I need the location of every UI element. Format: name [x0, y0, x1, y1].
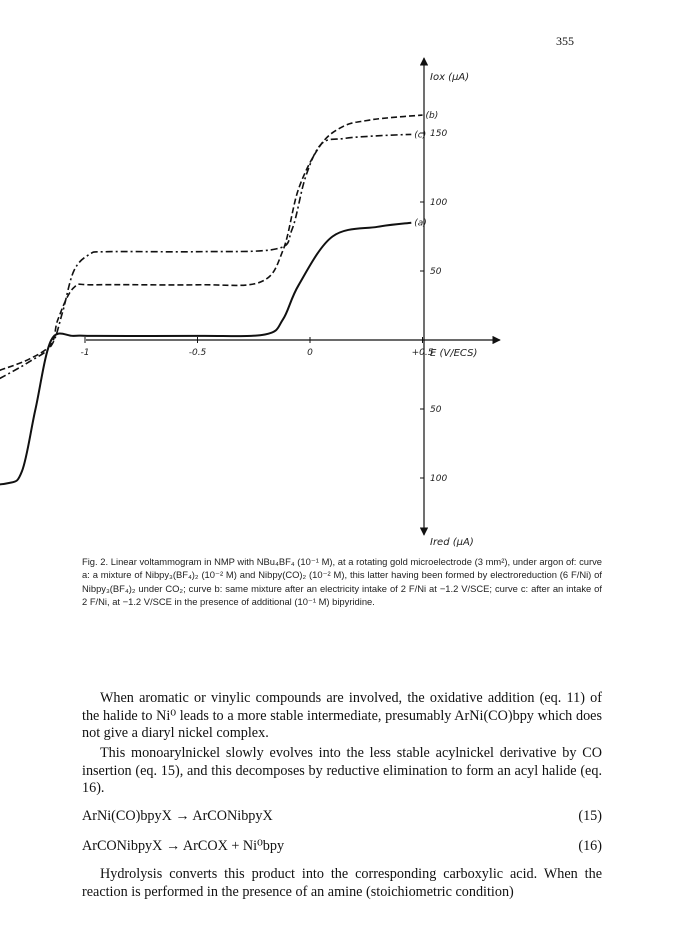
curve-label-b-end: (b): [425, 111, 439, 122]
equation-16-text: ArCONibpyX → ArCOX + Ni⁰bpy: [82, 838, 285, 854]
y-axis-label-bottom: Ired (µA): [430, 537, 474, 548]
y-tick-label: 50: [430, 267, 442, 277]
y-tick-label: 50: [430, 405, 442, 415]
curve-b: [0, 115, 423, 370]
equation-15: [82, 808, 602, 825]
curve-c: [0, 134, 411, 378]
x-tick-label: 0: [307, 348, 313, 358]
equation-16-number: (16): [578, 838, 602, 854]
y-tick-label: 100: [430, 474, 448, 484]
figure-caption: Fig. 2. Linear voltammogram in NMP with NBu₄BF₄ (10⁻¹ M), at a rotating gold microelectrode (3 mm²), under argon of: curve a: a mixture of Nibpy₃(BF₄)₂ (10⁻² M) and Nibpy(CO)₂ (10⁻² M), this latter having been formed by electroreduction (6 F/Ni) of Nibpy₃(BF₄)₂ under CO₂; curve b: same mixture after an electricity intake of 2 F/Ni at −1.2 V/SCE; curve c: after an intake of 2 F/Ni, at −1.2 V/SCE in the presence of additional (10⁻¹ M) bipyridine.: [82, 556, 602, 608]
y-axis-label-top: Iox (µA): [430, 72, 470, 83]
equation-15-number: (15): [578, 808, 602, 824]
curve-label-a-end: (a): [414, 218, 427, 229]
y-tick-label: 150: [430, 129, 448, 139]
y-tick-label: 100: [430, 198, 448, 208]
paragraph-2: This monoarylnickel slowly evolves into the less stable acylnickel derivative by CO insertion (eq. 15), and this decomposes by reductive elimination to form an acyl halide (eq. 16).: [82, 745, 602, 797]
x-tick-label: -0.5: [188, 348, 207, 358]
x-tick-label: -1: [80, 348, 90, 358]
equation-16: [82, 838, 602, 855]
curve-label-c-end: (c): [414, 130, 427, 141]
x-tick-label: +0.5: [411, 348, 434, 358]
paragraph-1: When aromatic or vinylic compounds are involved, the oxidative addition (eq. 11) of the halide to Ni⁰ leads to a more stable intermediate, presumably ArNi(CO)bpy which does not give a diaryl nickel complex.: [82, 690, 602, 742]
paragraph-3: Hydrolysis converts this product into the corresponding carboxylic acid. When the reaction is performed in the presence of an amine (stoichiometric condition): [82, 866, 602, 900]
page-number: 355: [556, 34, 574, 48]
x-axis-label: E (V/ECS): [430, 348, 478, 359]
equation-15-text: ArNi(CO)bpyX → ArCONibpyX: [82, 808, 273, 824]
